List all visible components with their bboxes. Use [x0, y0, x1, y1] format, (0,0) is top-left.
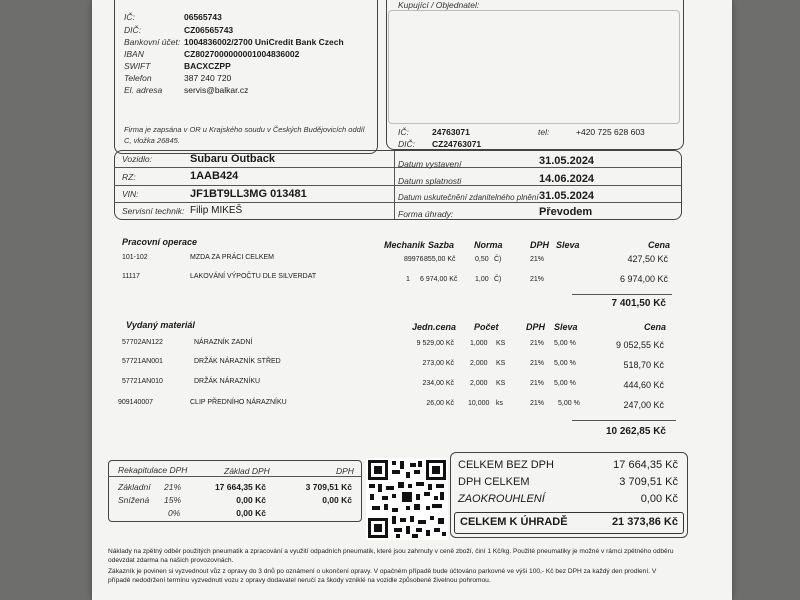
material-qty: 1,000	[470, 340, 488, 347]
total-value: 17 664,35 Kč	[613, 459, 678, 471]
seller-value: CZ06565743	[184, 25, 234, 35]
labor-mechanic: 89976	[404, 256, 424, 263]
total-label: ZAOKROUHLENÍ	[458, 493, 545, 505]
seller-value: 1004836002/2700 UniCredit Bank Czech	[184, 37, 344, 47]
labor-code: 11117	[122, 273, 140, 280]
vat-row-rate: 21%	[164, 482, 182, 492]
register-note: Firma je zapsána v OR u Krajského soudu v Českých Budějovicích oddíl C, vložka 26845.	[124, 125, 365, 145]
buyer-ic-label: IČ:	[398, 127, 409, 137]
material-unit: KS	[496, 380, 506, 387]
invoice-page	[92, 0, 732, 600]
grand-total-value: 21 373,86 Kč	[611, 516, 678, 528]
footer-note: případě nedodržení termínu vyzvednutí vozu z opravy dodavatel neručí za škody vzniklé na vozidle způsobené živelnou pohromou.	[108, 576, 491, 584]
material-price: 247,00 Kč	[623, 400, 664, 410]
vehicle-label: Vozidlo:	[122, 154, 152, 164]
material-vat: 21%	[530, 400, 545, 407]
tax-date-label: Datum uskutečnění zdanitelného plnění	[398, 193, 539, 202]
material-code: 57702AN122	[122, 339, 163, 346]
due-date: 14.06.2024	[539, 173, 595, 185]
seller-value: 06565743	[184, 12, 222, 22]
vat-row-vat: 0,00 Kč	[322, 495, 352, 505]
material-vat: 21%	[530, 380, 545, 387]
seller-label: SWIFT	[124, 61, 151, 71]
material-price: 9 052,55 Kč	[615, 340, 664, 350]
labor-code: 101-102	[122, 254, 148, 261]
labor-norm: 1,00	[475, 276, 489, 283]
vat-row-name: Základní	[118, 482, 151, 492]
labor-header-norm: Norma	[474, 240, 503, 250]
material-vat: 21%	[530, 360, 545, 367]
labor-name: LAKOVÁNÍ VÝPOČTU DLE SILVERDAT	[190, 273, 317, 280]
material-total: 10 262,85 Kč	[605, 426, 666, 437]
vat-header-base: Základ DPH	[224, 466, 270, 476]
material-unit-price: 9 529,00 Kč	[416, 340, 454, 347]
footer-note: Zákazník je povinen si vyzvednout vůz z opravy do 3 dnů po oznámení o ukončení opravy. V opačném případě bude účtováno parkovné ve výši 100,- Kč bez DPH za každý den prodlení. V	[108, 568, 657, 575]
seller-value: 387 240 720	[184, 73, 232, 83]
vat-row-base: 17 664,35 Kč	[214, 482, 266, 492]
material-unit-price: 26,00 Kč	[426, 400, 454, 407]
buyer-dic: CZ24763071	[432, 139, 482, 149]
tax-date: 31.05.2024	[539, 190, 595, 202]
material-qty: 2,000	[470, 380, 488, 387]
material-discount: 5,00 %	[554, 340, 576, 347]
seller-label: DIČ:	[124, 25, 141, 35]
labor-mechanic: 1	[406, 276, 410, 283]
material-discount: 5,00 %	[554, 360, 576, 367]
labor-header-rate: Sazba	[428, 240, 455, 250]
labor-unit: Č)	[494, 256, 502, 263]
material-header-discount: Sleva	[554, 322, 578, 332]
buyer-dic-label: DIČ:	[398, 139, 415, 149]
plate-label: RZ:	[122, 172, 136, 182]
labor-header-discount: Sleva	[556, 240, 580, 250]
buyer-title: Kupující / Objednatel:	[398, 0, 480, 10]
material-unit-price: 234,00 Kč	[422, 380, 454, 387]
labor-rate: 855,00 Kč	[424, 256, 456, 263]
labor-header-mechanic: Mechanik	[384, 240, 426, 250]
material-unit: ks	[496, 400, 503, 407]
labor-title: Pracovní operace	[122, 237, 198, 247]
material-code: 909140007	[118, 399, 154, 406]
material-title: Vydaný materiál	[126, 320, 195, 330]
material-name: DRŽÁK NÁRAZNÍKU	[194, 378, 261, 385]
footer-note: Náklady na zpětný odběr použitých pneumatik a zpracování a využití odpadních pneumatik, které jsou zahrnuty v ceně zboží, činí 1 Kč/kg. Použité pneumatiky je možné v rámci zpětného odběru	[108, 548, 674, 555]
footer-notes	[108, 548, 708, 585]
seller-label: El. adresa	[124, 85, 163, 95]
labor-price: 6 974,00 Kč	[619, 274, 668, 284]
seller-value: BACXCZPP	[184, 61, 231, 71]
seller-label: IČ:	[124, 12, 135, 22]
labor-price: 427,50 Kč	[627, 254, 668, 264]
labor-rate: 6 974,00 Kč	[420, 276, 458, 283]
vin-value: JF1BT9LL3MG 013481	[190, 188, 307, 200]
total-label: CELKEM BEZ DPH	[458, 459, 554, 471]
material-discount: 5,00 %	[554, 380, 576, 387]
issue-date-label: Datum vystavení	[398, 159, 462, 169]
due-date-label: Datum splatnosti	[398, 176, 462, 186]
buyer-ic: 24763071	[432, 127, 470, 137]
material-name: NÁRAZNÍK ZADNÍ	[194, 339, 253, 346]
vin-label: VIN:	[122, 189, 139, 199]
material-discount: 5,00 %	[558, 400, 580, 407]
vat-header-vat: DPH	[336, 466, 354, 476]
seller-value: servis@balkar.cz	[184, 85, 249, 95]
labor-name: MZDA ZA PRÁCI CELKEM	[190, 254, 275, 261]
material-price: 444,60 Kč	[623, 380, 664, 390]
technician-label: Servisní technik:	[122, 206, 185, 216]
vat-header-recap: Rekapitulace DPH	[118, 465, 188, 475]
material-code: 57721AN001	[122, 358, 163, 365]
labor-unit: Č)	[494, 276, 502, 283]
buyer-tel: +420 725 628 603	[576, 127, 645, 137]
qr-code-image	[366, 458, 448, 540]
material-code: 57721AN010	[122, 378, 163, 385]
labor-vat: 21%	[530, 256, 545, 263]
total-label: DPH CELKEM	[458, 476, 530, 488]
material-vat: 21%	[530, 340, 545, 347]
vat-row-rate: 15%	[164, 495, 182, 505]
total-value: 3 709,51 Kč	[619, 476, 678, 488]
material-name: CLIP PŘEDNÍHO NÁRAZNÍKU	[190, 399, 287, 406]
vat-row-base: 0,00 Kč	[236, 495, 266, 505]
seller-label: Telefon	[124, 73, 152, 83]
seller-value: CZ8027000000001004836002	[184, 49, 300, 59]
buyer-tel-label: tel:	[538, 127, 550, 137]
labor-header-vat: DPH	[530, 240, 550, 250]
plate-value: 1AAB424	[190, 170, 239, 182]
footer-note: odevzdat zdarma na našich provozovnách.	[108, 556, 234, 564]
material-price: 518,70 Kč	[623, 360, 664, 370]
vat-row-base: 0,00 Kč	[236, 508, 266, 518]
seller-label: IBAN	[124, 49, 144, 59]
seller-label: Bankovní účet:	[124, 37, 181, 47]
payment-method: Převodem	[539, 206, 593, 218]
grand-total-label: CELKEM K ÚHRADĚ	[460, 516, 568, 528]
material-header-price: Cena	[644, 322, 667, 332]
material-header-vat: DPH	[526, 322, 546, 332]
vat-row-rate: 0%	[168, 508, 181, 518]
material-unit-price: 273,00 Kč	[422, 360, 454, 367]
labor-norm: 0,50	[475, 256, 489, 263]
total-value: 0,00 Kč	[640, 493, 678, 505]
labor-total: 7 401,50 Kč	[611, 298, 666, 309]
vat-row-vat: 3 709,51 Kč	[305, 482, 352, 492]
material-unit: KS	[496, 340, 506, 347]
material-name: DRŽÁK NÁRAZNÍK STŘED	[194, 358, 281, 365]
material-unit: KS	[496, 360, 506, 367]
qr-code	[366, 458, 448, 540]
issue-date: 31.05.2024	[539, 155, 595, 167]
material-qty: 10,000	[468, 400, 490, 407]
vehicle-model: Subaru Outback	[190, 153, 275, 165]
labor-vat: 21%	[530, 276, 545, 283]
technician-value: Filip MIKEŠ	[190, 205, 243, 216]
material-header-qty: Počet	[474, 322, 499, 332]
vat-row-name: Snížená	[118, 495, 150, 505]
material-header-unit-price: Jedn.cena	[412, 322, 457, 332]
labor-header-price: Cena	[648, 240, 671, 250]
payment-label: Forma úhrady:	[398, 209, 454, 219]
buyer-address-area	[388, 10, 680, 124]
material-qty: 2,000	[470, 360, 488, 367]
